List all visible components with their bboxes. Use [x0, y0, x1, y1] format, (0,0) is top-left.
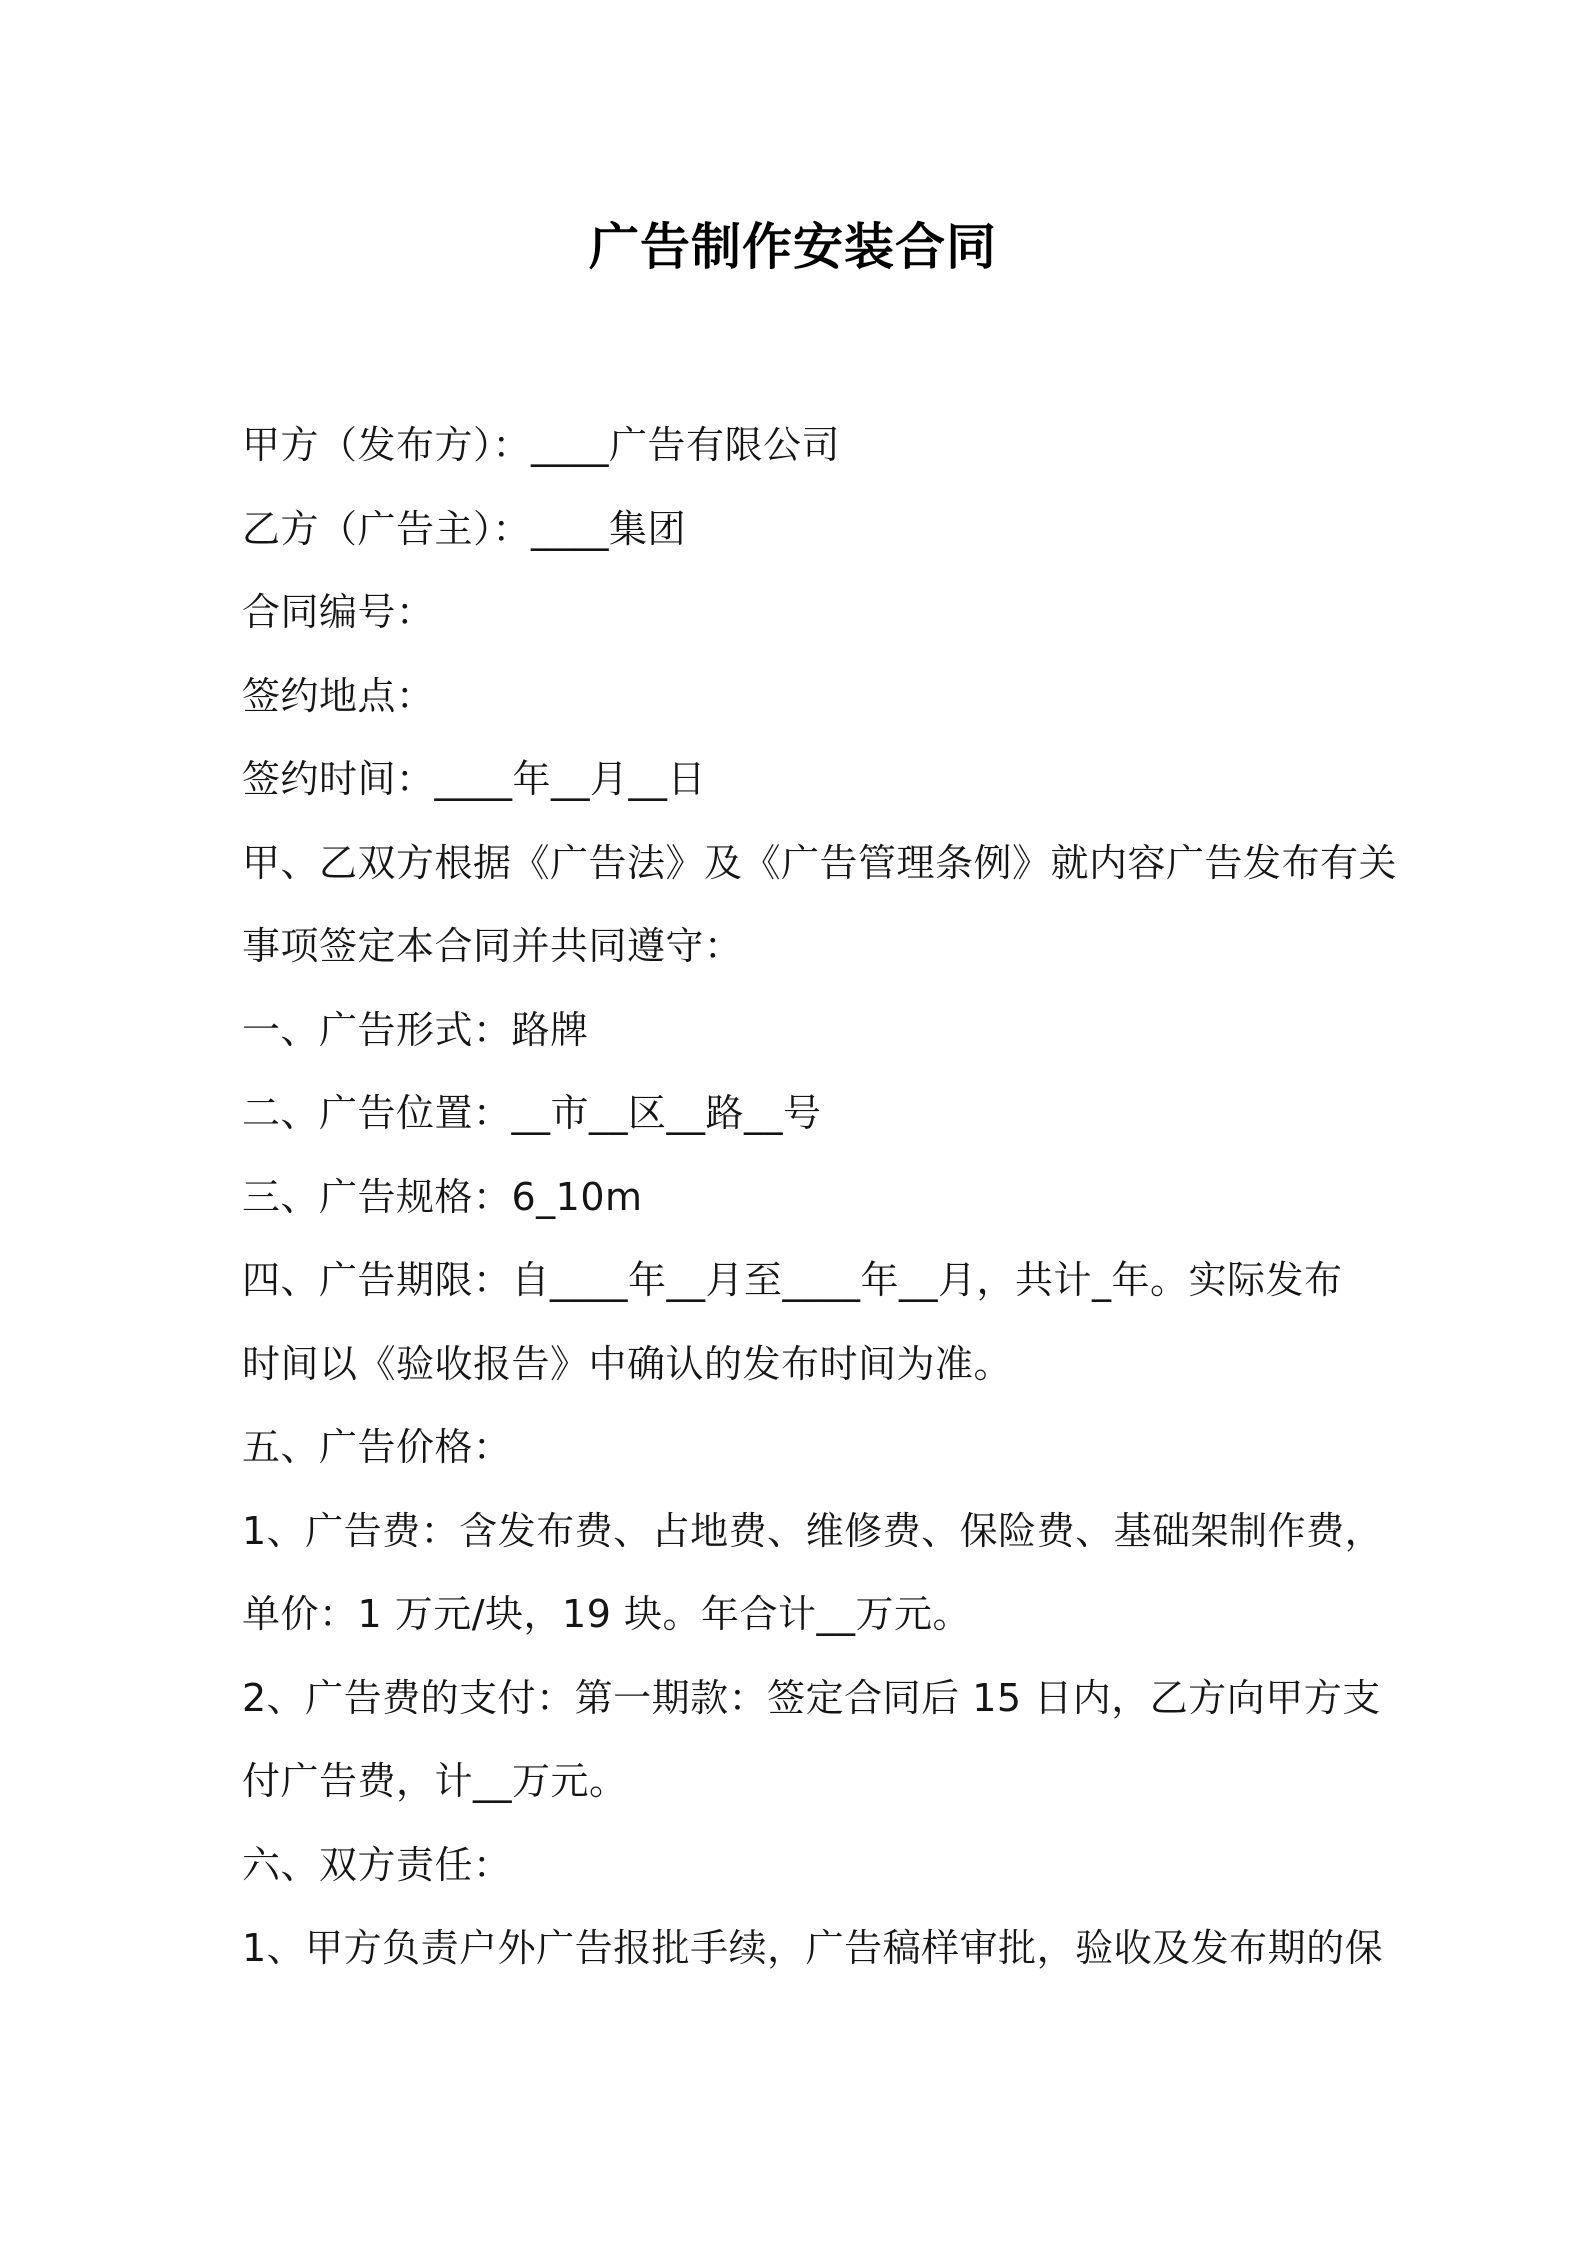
party-b-line: 乙方（广告主）：____集团	[242, 506, 687, 551]
clause-ad-size: 三、广告规格：6_10m	[242, 1174, 643, 1219]
preamble-line-2: 事项签定本合同并共同遵守：	[242, 924, 743, 968]
clause-responsibility-line-1: 1、甲方负责户外广告报批手续，广告稿样审批，验收及发布期的保	[242, 1926, 1384, 1970]
clause-responsibility-heading: 六、双方责任：	[242, 1842, 512, 1887]
clause-ad-price-heading: 五、广告价格：	[242, 1425, 512, 1469]
clause-payment-line-2: 付广告费，计__万元。	[242, 1759, 628, 1803]
clause-ad-form: 一、广告形式：路牌	[242, 1007, 589, 1052]
clause-ad-period-line-2: 时间以《验收报告》中确认的发布时间为准。	[242, 1341, 1013, 1386]
signing-place-line: 签约地点：	[242, 673, 435, 718]
document-title: 广告制作安装合同	[589, 218, 997, 276]
document-body	[242, 404, 1398, 1991]
clause-ad-fee-line-1: 1、广告费：含发布费、占地费、维修费、保险费、基础架制作费，	[242, 1508, 1384, 1553]
preamble-line-1: 甲、乙双方根据《广告法》及《广告管理条例》就内容广告发布有关	[242, 840, 1398, 885]
clause-ad-location: 二、广告位置：__市__区__路__号	[242, 1091, 822, 1135]
clause-ad-period-line-1: 四、广告期限：自____年__月至____年__月，共计_年。实际发布	[242, 1258, 1343, 1302]
contract-number-line: 合同编号：	[242, 590, 435, 634]
clause-payment-line-1: 2、广告费的支付：第一期款：签定合同后 15 日内，乙方向甲方支	[242, 1675, 1381, 1720]
signing-date-line: 签约时间：____年__月__日	[242, 757, 707, 801]
clause-ad-fee-line-2: 单价：1 万元/块，19 块。年合计__万元。	[242, 1592, 971, 1636]
party-a-line: 甲方（发布方）：____广告有限公司	[242, 423, 841, 467]
